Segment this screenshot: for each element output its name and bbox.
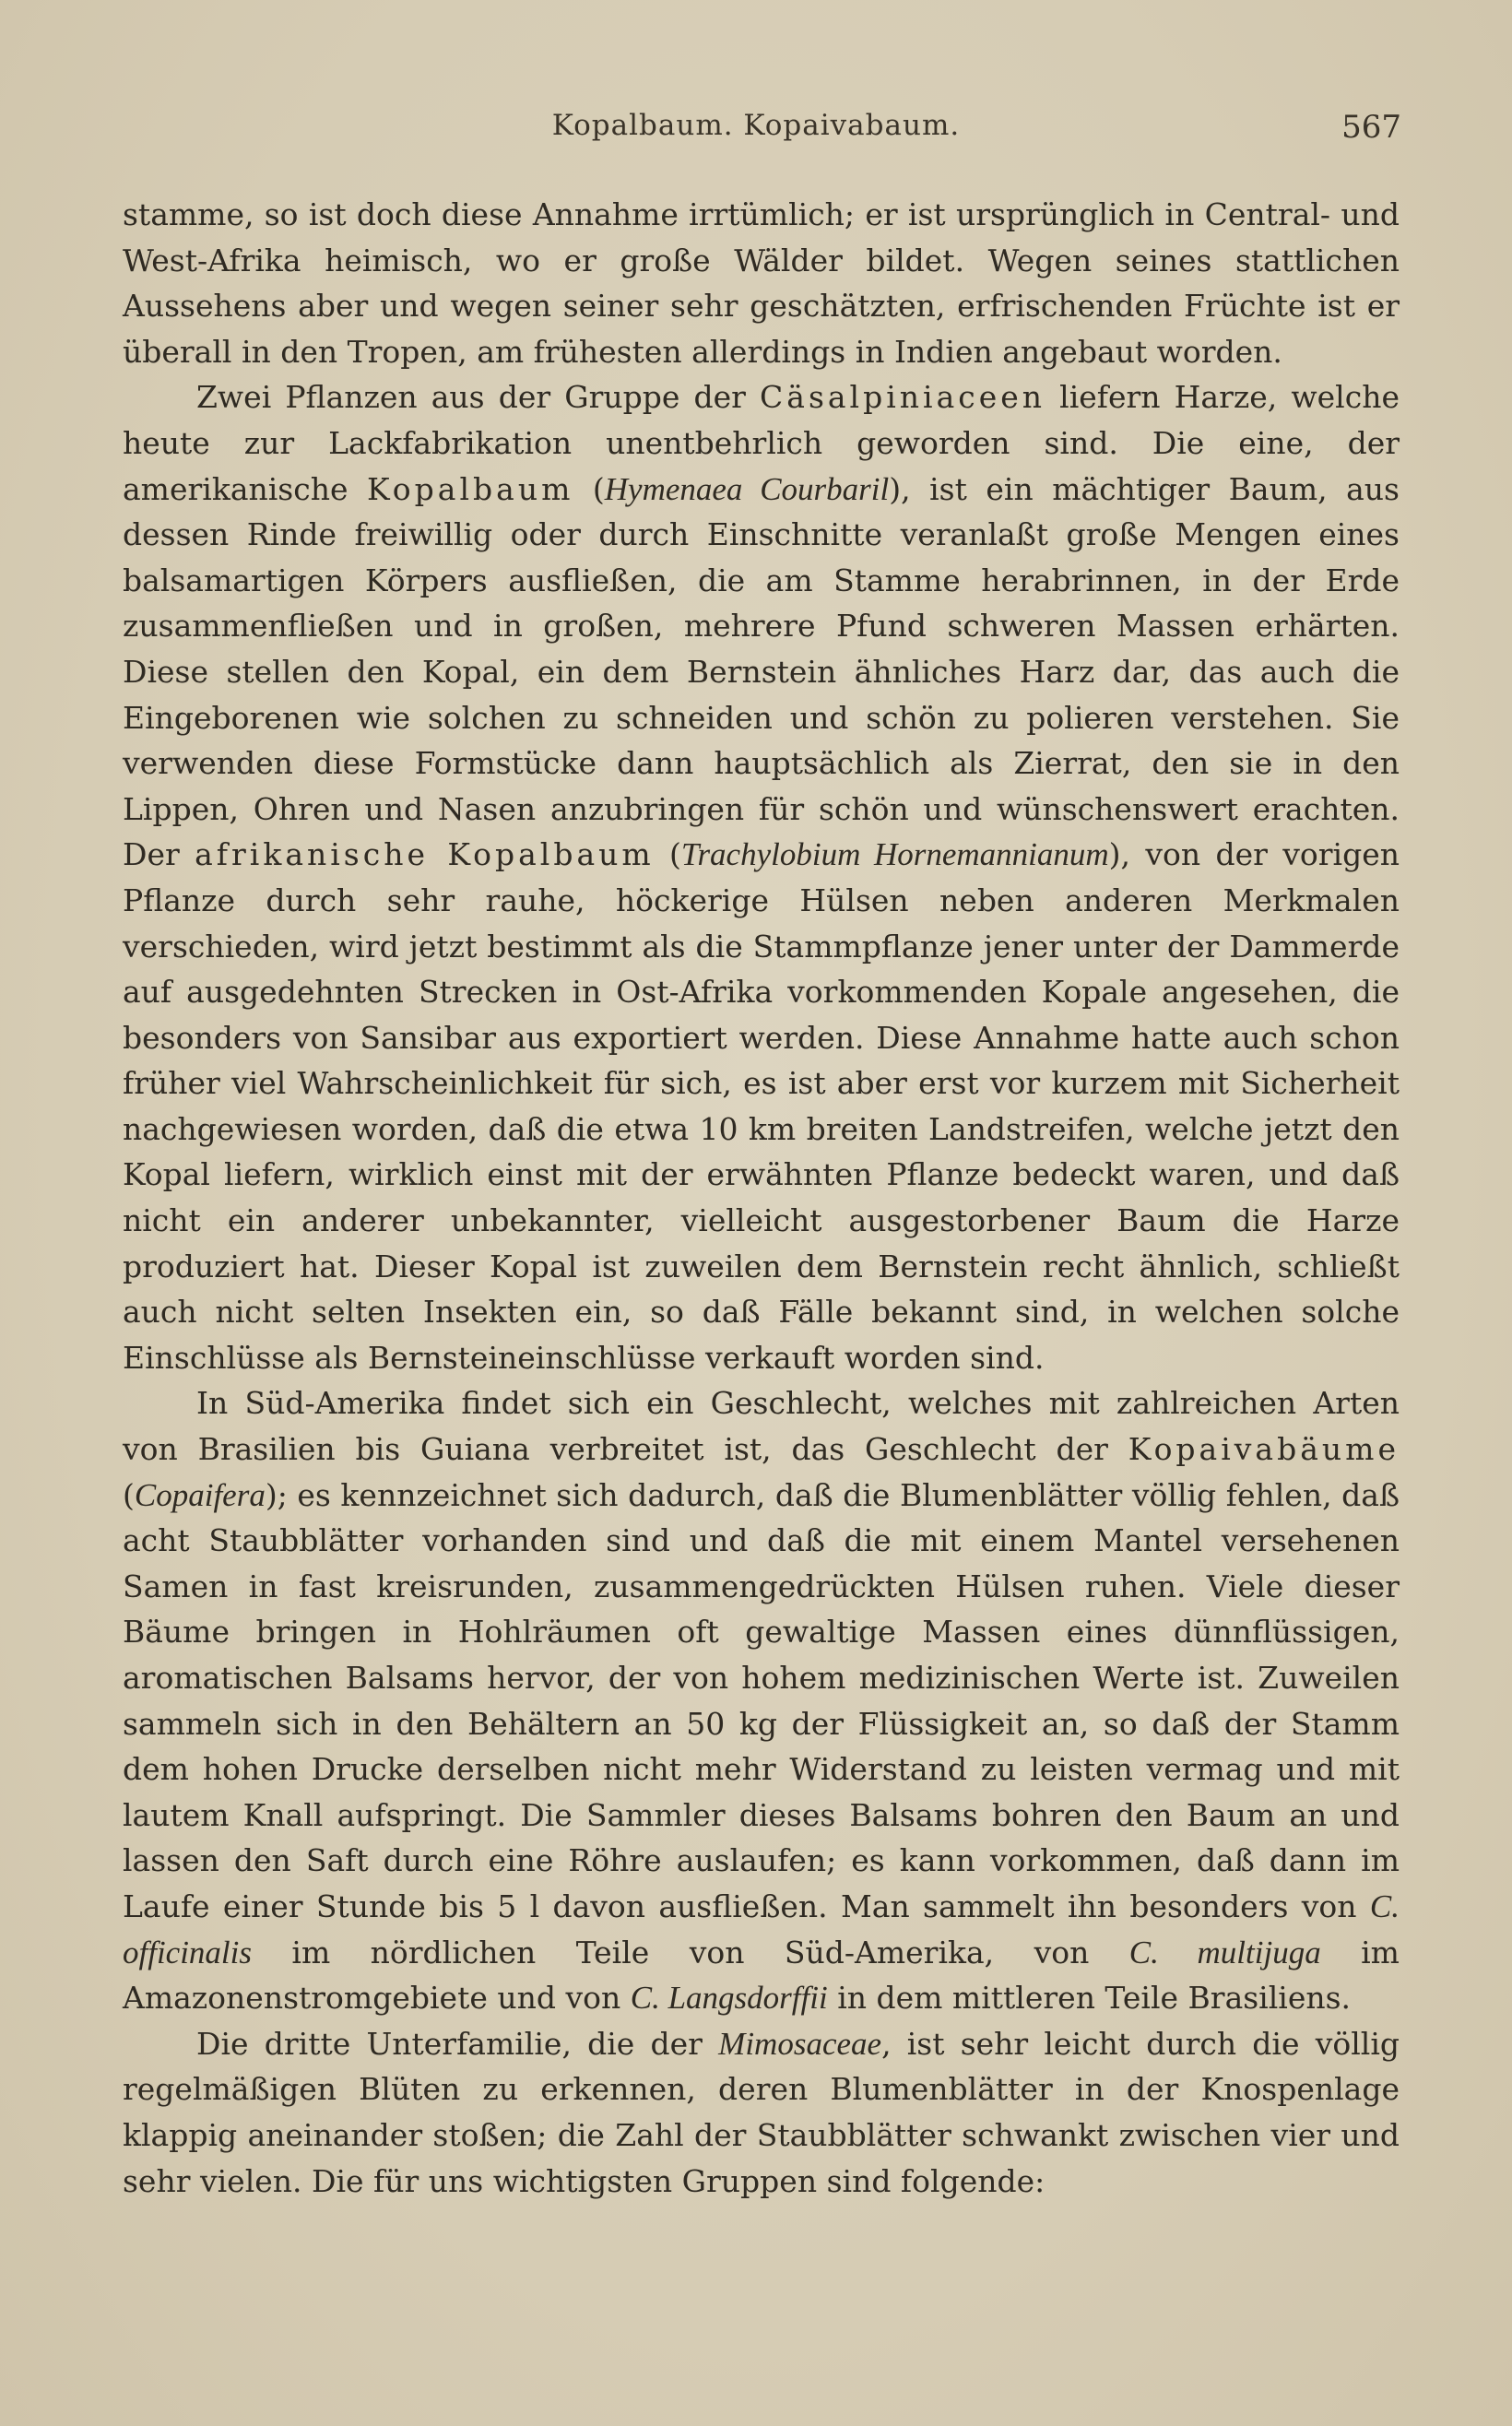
latin-name: Mimosaceae [718,2025,882,2062]
paragraph-1 [123,192,1400,374]
text-run: ), ist ein mächtiger Baum, aus dessen Rinde freiwillig oder durch Einschnitte veranlaßt große Mengen eines balsamartigen Körpers ausfließen, die am Stamme herabrinnen, in der Erde zusammenfließen und in großen, mehrere Pfund schweren Massen erhärten. Diese stellen den Kopal, ein dem Bernstein ähnliches Harz dar, das auch die Eingeborenen wie solchen zu schneiden und schön zu polieren verstehen. Sie verwenden diese Formstücke dann hauptsächlich als Zierrat, den sie in den Lippen, Ohren und Nasen anzubringen für schön und wünschenswert erachten. Der [123,470,1400,873]
text-run: ( [592,470,605,507]
text-run: in dem mittleren Teile Brasiliens. [837,1980,1352,2017]
text-run: ), von der vorigen Pflanze durch sehr rauhe, höckerige Hülsen neben anderen Merkmalen verschieden, wird jetzt bestimmt als die Stammpflanze jener unter der Dammerde auf ausgedehnten Strecken in Ost-Afrika vorkommenden Kopale angesehen, die besonders von Sansibar aus exportiert werden. Diese Annahme hatte auch schon früher viel Wahrscheinlichkeit für sich, es ist aber erst vor kurzem mit Sicherheit nachgewiesen worden, daß die etwa 10 km breiten Landstreifen, welche jetzt den Kopal liefern, wirklich einst mit der erwähnten Pflanze bedeckt waren, und daß nicht ein anderer unbekannter, vielleicht ausgestorbener Baum die Harze produziert hat. Dieser Kopal ist zuweilen dem Bernstein recht ähnlich, schließt auch nicht selten Insekten ein, so daß Fälle bekannt sind, in welchen solche Einschlüsse als Bernsteineinschlüsse verkauft worden sind. [123,836,1400,1376]
latin-name: C. multijuga [1128,1934,1321,1970]
text-run: ( [123,1476,135,1513]
spaced-term: Kopaivabäume [1128,1431,1400,1468]
text-run: stamme, so ist doch diese Annahme irrtümlich; er ist ursprünglich in Central- und West-Afrika heimisch, wo er große Wälder bildet. Wegen seines stattlichen Aussehens aber und wegen seiner sehr geschätzten, erfrischenden Früchte ist er überall in den Tropen, am frühesten allerdings in Indien angebaut worden. [123,196,1400,370]
paragraph-3 [123,1380,1400,2020]
running-head [0,109,1512,155]
text-run: Zwei Pflanzen aus der Gruppe der [196,379,746,416]
text-run: In Süd-Amerika findet sich ein Geschlecht, welches mit zahlreichen Arten von Brasilien bis Guiana verbreitet ist, das Geschlecht der [123,1385,1400,1468]
paragraph-2 [123,374,1400,1380]
body-text [123,192,1400,2204]
text-run: im Amazonenstromgebiete und von [123,1934,1400,2017]
text-run: ( [669,836,681,873]
text-run: ); es kennzeichnet sich dadurch, daß die Blumenblätter völlig fehlen, daß acht Staubblätter vorhanden sind und daß die mit einem Mantel versehenen Samen in fast kreisrunden, zusammengedrückten Hülsen ruhen. Viele dieser Bäume bringen in Hohlräumen oft gewaltige Massen eines dünnflüssigen, aromatischen Balsams hervor, der von hohem medizinischen Werte ist. Zuweilen sammeln sich in den Behältern an 50 kg der Flüssigkeit an, so daß der Stamm dem hohen Drucke derselben nicht mehr Widerstand zu leisten vermag und mit lautem Knall aufspringt. Die Sammler dieses Balsams bohren den Baum an und lassen den Saft durch eine Röhre auslaufen; es kann vorkommen, daß dann im Laufe einer Stunde bis 5 l davon ausfließen. Man sammelt ihn besonders von [123,1476,1400,1924]
latin-name: C. officinalis [123,1888,1400,1970]
spaced-term: Cäsalpiniaceen [760,379,1046,416]
spaced-term: Kopalbaum [367,470,574,507]
spaced-term: afrikanische Kopalbaum [195,836,655,873]
running-title: Kopalbaum. Kopaivabaum. [551,109,961,142]
latin-name: Copaifera [134,1476,266,1513]
text-run: Die dritte Unterfamilie, die der [196,2025,703,2062]
latin-name: Trachylobium Hornemannianum [680,836,1109,873]
text-run: , ist sehr leicht durch die völlig regelmäßigen Blüten zu erkennen, deren Blumenblätter in der Knospenlage klappig aneinander stoßen; die Zahl der Staubblätter schwankt zwischen vier und sehr vielen. Die für uns wichtigsten Gruppen sind folgende: [123,2025,1400,2199]
latin-name: C. Langsdorffii [630,1980,828,2017]
latin-name: Hymenaea Courbaril [604,470,890,507]
page-number: 567 [1341,109,1401,146]
text-run: im nördlichen Teile von Süd-Amerika, von [291,1934,1090,1970]
paragraph-4 [123,2021,1400,2204]
text-run: liefern Harze, welche heute zur Lackfabrikation unentbehrlich geworden sind. Die eine, der amerikanische [123,379,1400,507]
